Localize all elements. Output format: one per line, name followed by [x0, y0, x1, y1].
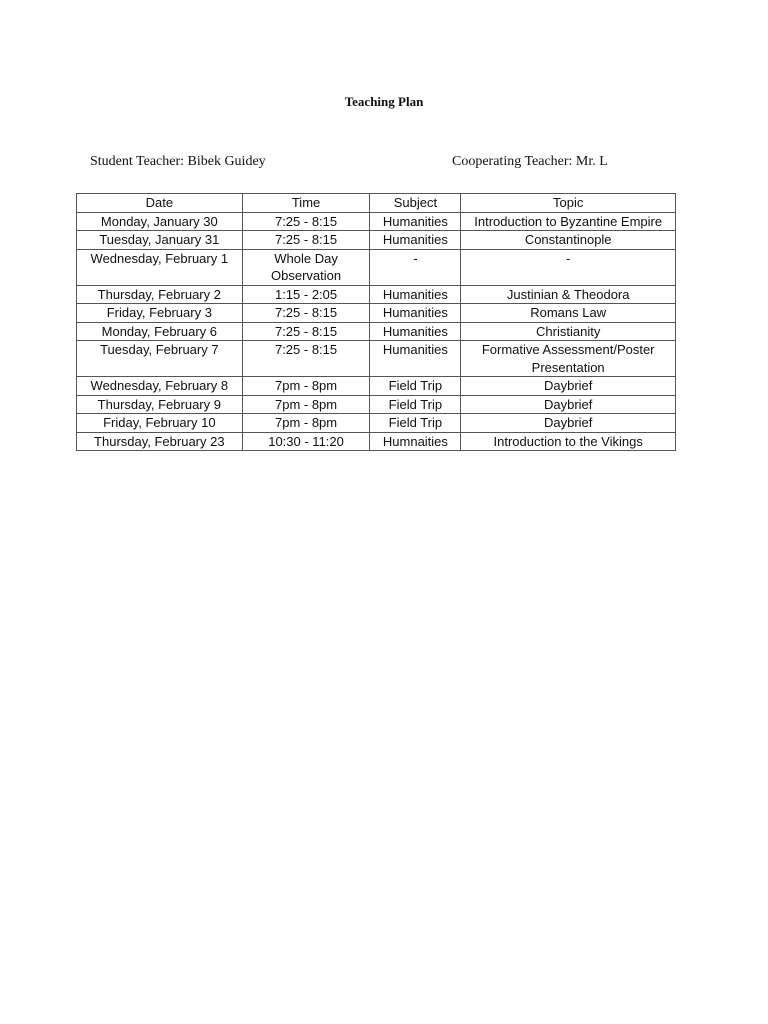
page-title: Teaching Plan — [344, 94, 424, 109]
header-date: Date — [77, 194, 243, 213]
cell-time: 7:25 - 8:15 — [242, 231, 370, 250]
cell-time: 7:25 - 8:15 — [242, 322, 370, 341]
cell-subject: Humnaities — [370, 432, 461, 451]
cell-date: Monday, January 30 — [77, 212, 243, 231]
cooperating-teacher-label: Cooperating Teacher: Mr. L — [452, 154, 608, 169]
cell-topic: - — [461, 249, 676, 285]
cell-topic: Daybrief — [461, 377, 676, 396]
cell-time: 7:25 - 8:15 — [242, 212, 370, 231]
table-row — [77, 432, 676, 451]
cell-date: Wednesday, February 8 — [77, 377, 243, 396]
cell-subject: - — [370, 249, 461, 285]
cell-subject: Field Trip — [370, 377, 461, 396]
table-row — [77, 414, 676, 433]
cell-subject: Humanities — [370, 212, 461, 231]
cell-topic: Romans Law — [461, 304, 676, 323]
cell-subject: Humanities — [370, 285, 461, 304]
table-header-row — [77, 194, 676, 213]
cell-topic: Formative Assessment/Poster Presentation — [461, 341, 676, 377]
cell-topic: Daybrief — [461, 395, 676, 414]
cell-date: Thursday, February 2 — [77, 285, 243, 304]
cell-topic: Constantinople — [461, 231, 676, 250]
cell-time: 7:25 - 8:15 — [242, 341, 370, 377]
cell-time: 7pm - 8pm — [242, 414, 370, 433]
table-row — [77, 322, 676, 341]
header-time: Time — [242, 194, 370, 213]
cell-time: 7pm - 8pm — [242, 377, 370, 396]
cell-time: 7:25 - 8:15 — [242, 304, 370, 323]
cell-topic: Christianity — [461, 322, 676, 341]
cell-time: 7pm - 8pm — [242, 395, 370, 414]
cell-topic: Introduction to the Vikings — [461, 432, 676, 451]
cell-date: Thursday, February 23 — [77, 432, 243, 451]
student-teacher-label: Student Teacher: Bibek Guidey — [90, 154, 266, 169]
table-row — [77, 341, 676, 377]
table-row — [77, 212, 676, 231]
cell-date: Tuesday, January 31 — [77, 231, 243, 250]
teaching-plan-table — [76, 193, 676, 451]
table-row — [77, 249, 676, 285]
cell-date: Tuesday, February 7 — [77, 341, 243, 377]
table-row — [77, 285, 676, 304]
header-subject: Subject — [370, 194, 461, 213]
cell-time: 1:15 - 2:05 — [242, 285, 370, 304]
cell-subject: Field Trip — [370, 414, 461, 433]
table-row — [77, 304, 676, 323]
cell-topic: Justinian & Theodora — [461, 285, 676, 304]
cell-date: Friday, February 10 — [77, 414, 243, 433]
cell-date: Friday, February 3 — [77, 304, 243, 323]
table-row — [77, 377, 676, 396]
cell-subject: Humanities — [370, 322, 461, 341]
cell-topic: Introduction to Byzantine Empire — [461, 212, 676, 231]
cell-date: Monday, February 6 — [77, 322, 243, 341]
cell-time: 10:30 - 11:20 — [242, 432, 370, 451]
table-row — [77, 395, 676, 414]
table-row — [77, 231, 676, 250]
cell-subject: Humanities — [370, 341, 461, 377]
cell-time: Whole Day Observation — [242, 249, 370, 285]
cell-date: Wednesday, February 1 — [77, 249, 243, 285]
cell-subject: Humanities — [370, 231, 461, 250]
cell-subject: Field Trip — [370, 395, 461, 414]
cell-topic: Daybrief — [461, 414, 676, 433]
cell-subject: Humanities — [370, 304, 461, 323]
cell-date: Thursday, February 9 — [77, 395, 243, 414]
header-topic: Topic — [461, 194, 676, 213]
